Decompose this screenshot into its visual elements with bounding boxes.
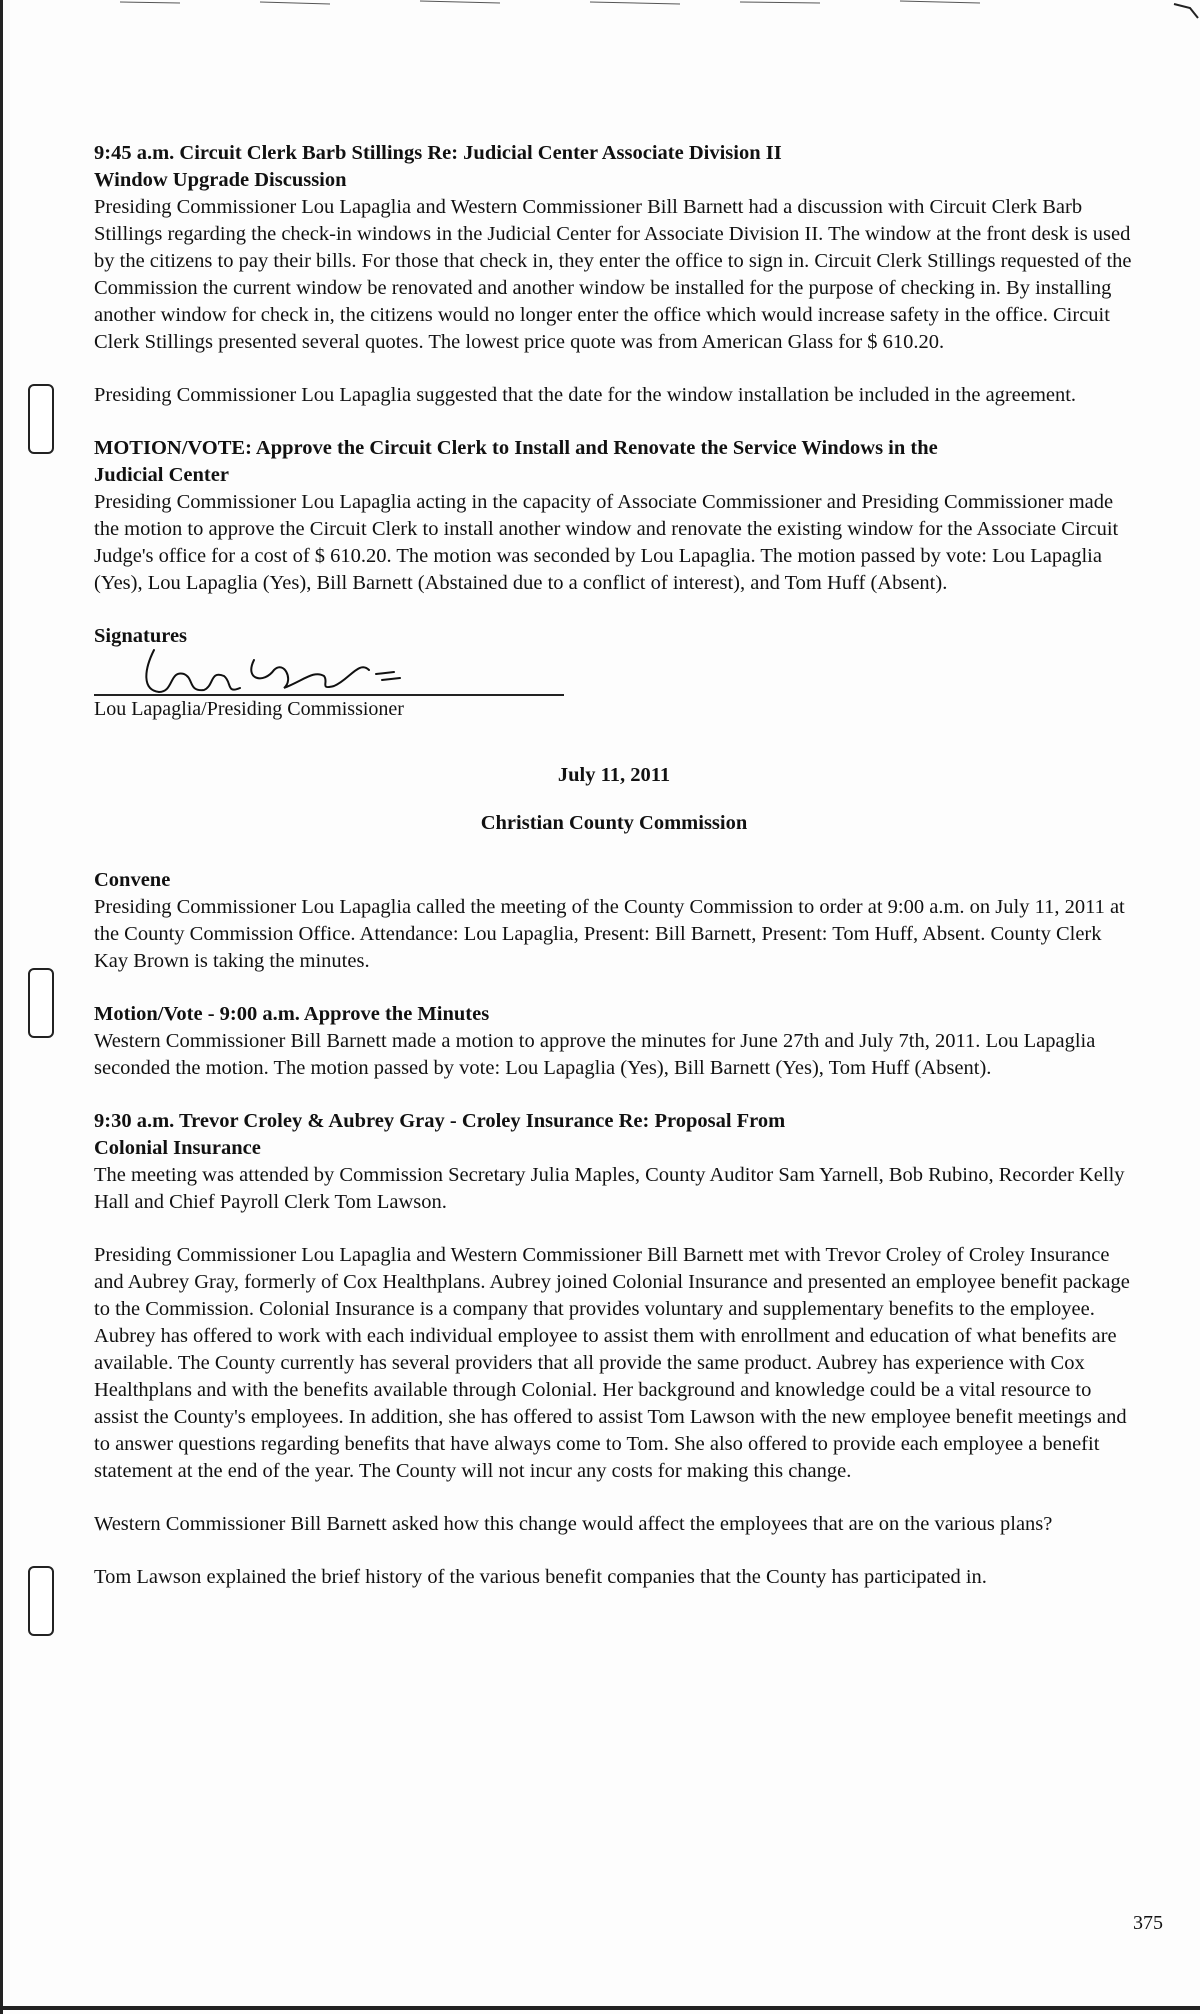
section-colonial-insurance xyxy=(94,1108,1134,1591)
section-heading: Convene xyxy=(94,868,171,891)
section-heading: 9:30 a.m. Trevor Croley & Aubrey Gray - Croley Insurance Re: Proposal From xyxy=(94,1109,786,1132)
paragraph: Western Commissioner Bill Barnett asked how this change would affect the employees that are on the various plans? xyxy=(94,1512,1053,1535)
paragraph: Presiding Commissioner Lou Lapaglia called the meeting of the County Commission to order at 9:00 a.m. on July 11, 2011 at the County Commission Office. Attendance: Lou Lapaglia, Present: Bill Barnett, Present: Tom Huff, Absent. County Clerk Kay Brown is taking the minutes. xyxy=(94,895,1125,972)
binder-hole xyxy=(28,968,54,1038)
section-motion-vote xyxy=(94,435,1134,597)
document-content xyxy=(94,140,1134,1617)
section-heading-continued: Window Upgrade Discussion xyxy=(94,169,347,191)
section-heading: MOTION/VOTE: Approve the Circuit Clerk to Install and Renovate the Service Windows in the xyxy=(94,437,938,459)
section-approve-minutes xyxy=(94,1001,1134,1082)
binder-hole xyxy=(28,1566,54,1636)
signature-block xyxy=(94,654,1134,724)
signatures-heading: Signatures xyxy=(94,625,188,647)
paragraph: Presiding Commissioner Lou Lapaglia and Western Commissioner Bill Barnett met with Trevor Croley of Croley Insurance and Aubrey Gray, formerly of Cox Healthplans. Aubrey joined Colonial Insurance and presented an employee benefit package to the Commission. Colonial Insurance is a company that provides voluntary and supplementary benefits to the employee. Aubrey has offered to work with each individual employee to assist them with enrollment and education of what benefits are available. The County currently has several providers that all provide the same product. Aubrey has experience with Cox Healthplans and with the benefits available through Colonial. Her background and knowledge could be a vital resource to assist the County's employees. In addition, she has offered to assist Tom Lawson with the new employee benefit meetings and to answer questions regarding benefits that have always come to Tom. She also offered to provide each employee a benefit statement at the end of the year. The County will not incur any costs for making this change. xyxy=(94,1243,1130,1482)
paragraph: Western Commissioner Bill Barnett made a motion to approve the minutes for June 27th and July 7th, 2011. Lou Lapaglia seconded the motion. The motion passed by vote: Lou Lapaglia (Yes), Bill Barnett (Yes), Tom Huff (Absent). xyxy=(94,1029,1096,1079)
signature-label: Lou Lapaglia/Presiding Commissioner xyxy=(94,698,404,720)
paragraph: Tom Lawson explained the brief history of the various benefit companies that the County has participated in. xyxy=(94,1565,987,1588)
section-heading-continued: Colonial Insurance xyxy=(94,1136,261,1159)
section-heading: 9:45 a.m. Circuit Clerk Barb Stillings Re: Judicial Center Associate Division II xyxy=(94,142,782,164)
section-window-upgrade xyxy=(94,140,1134,409)
meeting-date: July 11, 2011 xyxy=(557,764,671,786)
binder-hole xyxy=(28,384,54,454)
section-convene xyxy=(94,867,1134,975)
paragraph: Presiding Commissioner Lou Lapaglia suggested that the date for the window installation be included in the agreement. xyxy=(94,384,1077,406)
section-heading: Motion/Vote - 9:00 a.m. Approve the Minutes xyxy=(94,1002,490,1025)
section-heading-continued: Judicial Center xyxy=(94,464,229,486)
meeting-body: Christian County Commission xyxy=(480,811,748,834)
page-edge-bottom xyxy=(0,2006,1200,2010)
paragraph: Presiding Commissioner Lou Lapaglia acting in the capacity of Associate Commissioner and Presiding Commissioner made the motion to approve the Circuit Clerk to install another window and renovate the existing window for the Associate Circuit Judge's office for a cost of $ 610.20. The motion was seconded by Lou Lapaglia. The motion passed by vote: Lou Lapaglia (Yes), Lou Lapaglia (Yes), Bill Barnett (Abstained due to a conflict of interest), and Tom Huff (Absent). xyxy=(94,491,1119,594)
paragraph: Presiding Commissioner Lou Lapaglia and Western Commissioner Bill Barnett had a discussion with Circuit Clerk Barb Stillings regarding the check-in windows in the Judicial Center for Associate Division II. The window at the front desk is used by the citizens to pay their bills. For those that check in, they enter the office to sign in. Circuit Clerk Stillings requested of the Commission the current window be renovated and another window be installed for the purpose of checking in. By installing another window for check in, the citizens would no longer enter the office which would increase safety in the office. Circuit Clerk Stillings presented several quotes. The lowest price quote was from American Glass for $ 610.20. xyxy=(94,196,1132,353)
paragraph: The meeting was attended by Commission Secretary Julia Maples, County Auditor Sam Yarnell, Bob Rubino, Recorder Kelly Hall and Chief Payroll Clerk Tom Lawson. xyxy=(94,1163,1125,1213)
page-number: 375 xyxy=(1133,1912,1163,1934)
top-edge-marks xyxy=(120,0,1020,10)
page-edge-left xyxy=(0,0,3,2014)
corner-mark xyxy=(1172,0,1200,20)
